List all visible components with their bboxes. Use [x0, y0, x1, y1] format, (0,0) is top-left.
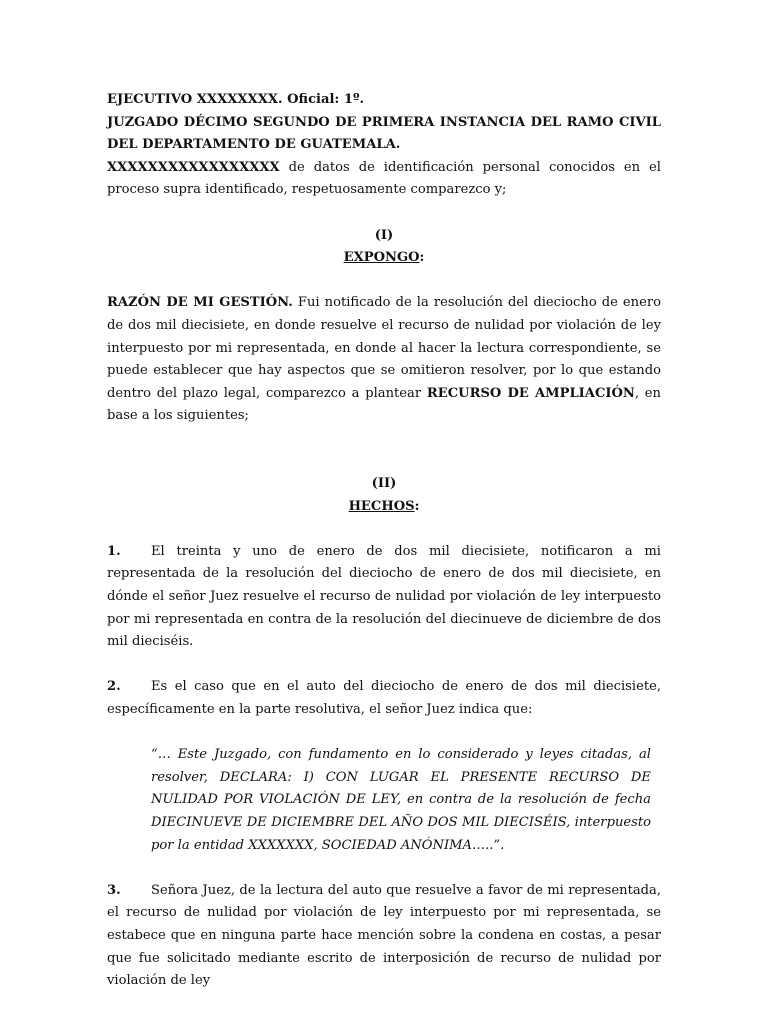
- razon-label: RAZÓN DE MI GESTIÓN.: [107, 295, 293, 311]
- resolution-quote: “… Este Juzgado, con fundamento en lo considerado y leyes citadas, al resolver, DECLARA: I) CON LUGAR EL PRESENTE RECURSO DE NULIDAD POR VIOLACIÓN DE LEY, en contra de la resolución de fecha DIECINUEVE DE DICIEMBRE DEL AÑO DOS MIL DIECISÉIS, interpuesto por la entidad XXXXXXX, SOCIEDAD ANÓNIMA…..”.: [151, 747, 651, 853]
- razon-text-2: , en base a los siguientes;: [107, 385, 661, 424]
- document-body: [107, 89, 661, 993]
- hecho-3-text: Señora Juez, de la lectura del auto que resuelve a favor de mi representada, el recurso de nulidad por violación de ley interpuesto por mi representada, se estabece que en ninguna parte hace mención sobre la condena en costas, a pesar que fue solicitado mediante escrito de interposición de recurso de nulidad por violación de ley: [107, 882, 661, 989]
- section-1-title: [107, 247, 661, 270]
- hecho-1-text: El treinta y uno de enero de dos mil diecisiete, notificaron a mi representada de la resolución del dieciocho de enero de dos mil diecisiete, en dónde el señor Juez resuelve el recurso de nulidad por violación de ley interpuesto por mi representada en contra de la resolución del diecinueve de diciembre de dos mil dieciséis.: [107, 543, 661, 650]
- section-1-title-text: EXPONGO: [343, 250, 420, 266]
- hecho-2: [107, 676, 661, 721]
- hecho-3: [107, 880, 661, 993]
- hecho-2-number: 2.: [107, 679, 121, 695]
- section-2-title: [107, 496, 661, 519]
- expediente-line: EJECUTIVO XXXXXXXX. Oficial: 1º.: [107, 92, 365, 107]
- juzgado-heading: JUZGADO DÉCIMO SEGUNDO DE PRIMERA INSTANCIA DEL RAMO CIVIL DEL DEPARTAMENTO DE GUATEMALA.: [107, 114, 661, 153]
- section-1-title-suffix: :: [419, 250, 425, 266]
- section-2-title-text: HECHOS: [348, 498, 415, 514]
- section-1-numeral: (I): [374, 227, 394, 243]
- hecho-1: [107, 541, 661, 654]
- hecho-3-number: 3.: [107, 882, 121, 898]
- hecho-2-text: Es el caso que en el auto del dieciocho de enero de dos mil diecisiete, específicamente en la parte resolutiva, el señor Juez indica que:: [107, 679, 661, 718]
- razon-paragraph: [107, 292, 661, 428]
- section-2-title-suffix: :: [414, 498, 420, 514]
- compareciente-paragraph: [107, 157, 661, 202]
- compareciente-text: de datos de identificación personal conocidos en el proceso supra identificado, respetuosamente comparezco y;: [107, 159, 661, 198]
- hecho-1-number: 1.: [107, 543, 121, 559]
- section-2-numeral: (II): [371, 476, 397, 492]
- compareciente-name: XXXXXXXXXXXXXXXXX: [107, 159, 280, 175]
- razon-text-1: Fui notificado de la resolución del dieciocho de enero de dos mil diecisiete, en donde resuelve el recurso de nulidad por violación de ley interpuesto por mi representada, en donde al hacer la lectura correspondiente, se puede establecer que hay aspectos que se omitieron resolver, por lo que estando dentro del plazo legal, comparezco a plantear: [107, 295, 662, 401]
- razon-bold-term: RECURSO DE AMPLIACIÓN: [426, 385, 635, 401]
